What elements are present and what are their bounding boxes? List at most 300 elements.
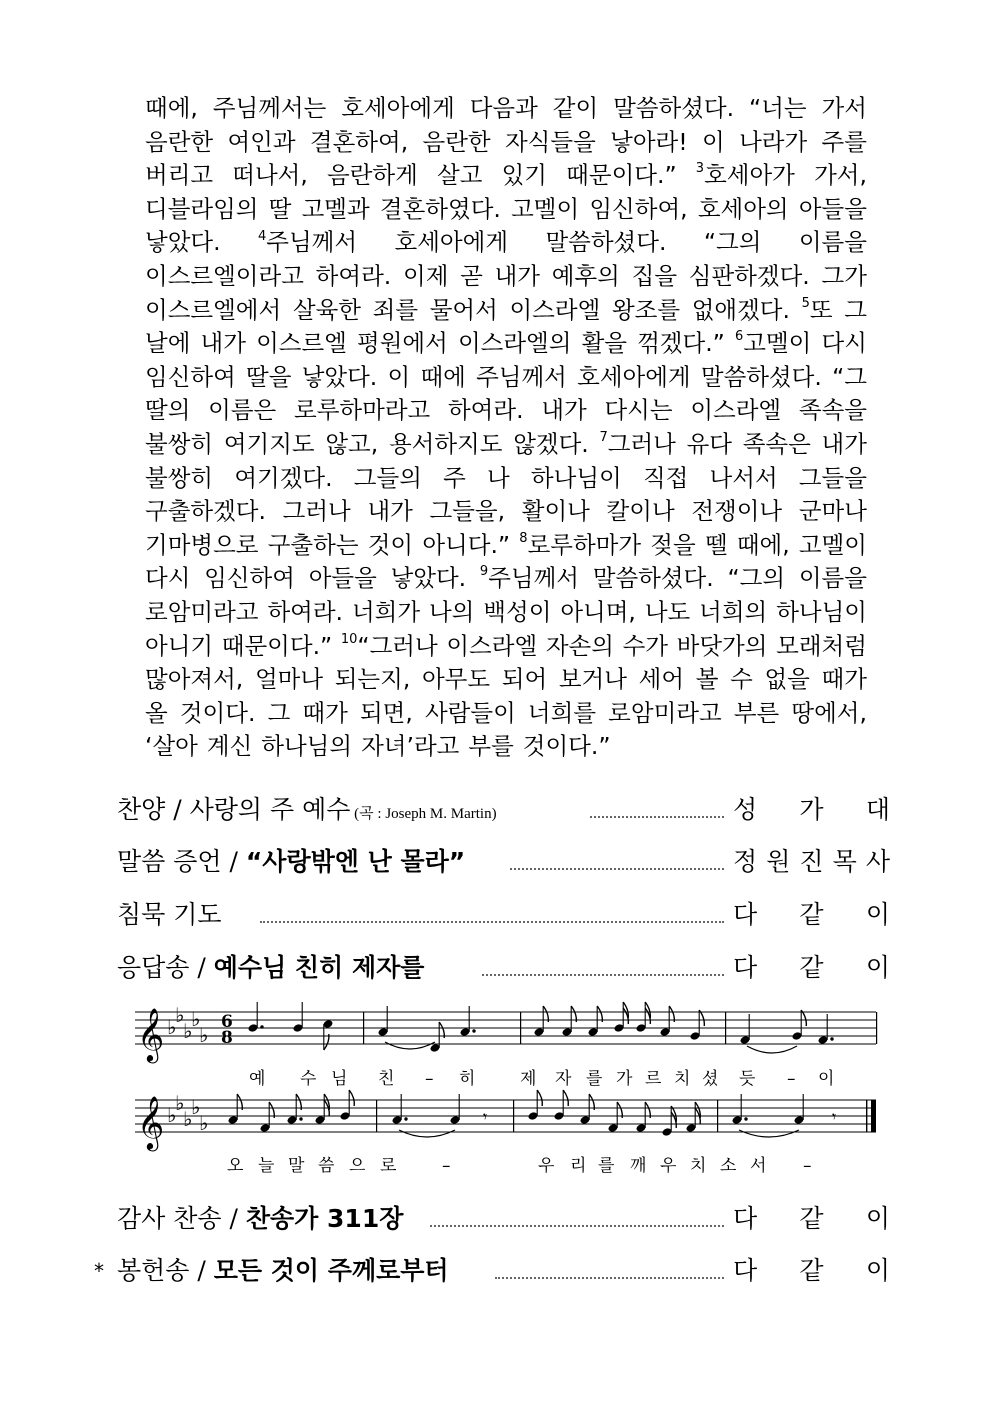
bar-line	[717, 1100, 718, 1132]
order-label	[117, 1249, 449, 1293]
scripture-word: 때에,	[736, 530, 790, 559]
lyric-syllable: 자	[555, 1069, 572, 1089]
scripture-word: $^6$고멜이	[734, 329, 812, 358]
scripture-line	[145, 697, 867, 731]
scripture-word: 것이	[367, 530, 414, 559]
leader-char: 진	[799, 847, 824, 876]
scripture-word: 내가	[200, 329, 246, 358]
leader-char: 다	[733, 1256, 758, 1285]
scripture-word: 이름은	[208, 396, 277, 425]
order-category: 말씀 증언 /	[117, 847, 246, 876]
scripture-line	[145, 126, 867, 160]
scripture-word: 음란하게	[327, 161, 418, 190]
scripture-word: 말씀하셨다.	[592, 564, 714, 593]
scripture-word: 이스라엘	[509, 295, 601, 324]
scripture-word: 때문이다.”	[221, 631, 333, 660]
scripture-word: 아니기	[145, 631, 214, 660]
bar-line	[866, 1100, 867, 1132]
scripture-word: 족속을	[798, 396, 867, 425]
scripture-word: 이스르엘에서	[145, 295, 282, 324]
scripture-word: 내가	[821, 429, 867, 458]
scripture-word: 되는지,	[334, 665, 411, 694]
scripture-word: 자식들을	[504, 127, 596, 156]
scripture-word: 자손의	[545, 631, 614, 660]
bar-line	[725, 1012, 726, 1044]
scripture-word: 사람들이	[424, 698, 516, 727]
lyric-syllable: –	[787, 1069, 796, 1089]
scripture-word: 주	[443, 463, 466, 492]
scripture-line	[145, 226, 867, 260]
scripture-line	[145, 361, 867, 395]
scripture-word: 세어	[638, 665, 685, 694]
scripture-word: 아들을	[308, 564, 377, 593]
flat-sign: ♭	[199, 1023, 209, 1047]
order-title: 사랑의 주 예수	[189, 795, 351, 824]
scripture-word: 않고,	[325, 429, 379, 458]
order-leader	[733, 946, 890, 990]
scripture-word: 로암미라고	[608, 698, 722, 727]
verse-number: 10	[340, 631, 358, 647]
scripture-word: 많아져서,	[145, 665, 244, 694]
scripture-word: 구출하겠다.	[145, 497, 266, 526]
scripture-word: 기마병으로	[145, 530, 259, 559]
lyric-syllable: 서	[750, 1156, 767, 1176]
scripture-word: 이스르엘	[256, 329, 347, 358]
scripture-word: 칼이나	[606, 497, 675, 526]
order-leader	[733, 1249, 890, 1293]
scripture-word: 이름을	[798, 228, 867, 257]
scripture-word: 가서	[821, 94, 867, 122]
leader-char: 같	[799, 900, 824, 929]
tie	[399, 1130, 455, 1137]
scripture-word: 이스라엘	[690, 396, 782, 425]
note-dot	[299, 1117, 302, 1120]
lyric-syllable: 를	[586, 1069, 603, 1089]
scripture-word: 때가	[302, 698, 348, 727]
note-dot	[830, 1037, 833, 1040]
lyric-syllable: 제	[520, 1069, 537, 1089]
leader-dots	[495, 1257, 724, 1279]
lyric-syllable: 씀	[318, 1156, 335, 1176]
scripture-word: 되면,	[359, 698, 413, 727]
scripture-word: 임신하여	[204, 564, 295, 593]
scripture-word: $^3$호세아가	[695, 161, 795, 190]
scripture-word: 다시	[821, 329, 867, 358]
bar-line	[513, 1100, 514, 1132]
lyric-syllable: 친	[378, 1069, 395, 1089]
scripture-word: 때에,	[145, 94, 198, 122]
order-leader	[733, 788, 890, 832]
lyric-syllable: 우	[660, 1156, 677, 1176]
lyric-syllable: 로	[380, 1156, 397, 1176]
scripture-word: 너희의	[699, 597, 768, 626]
scripture-word: 아들을	[798, 194, 867, 223]
scripture-word: 부른	[733, 698, 780, 727]
order-label	[117, 788, 497, 832]
scripture-word: 하나님이	[776, 597, 867, 626]
scripture-word: 다시	[145, 564, 191, 593]
scripture-word: 내가	[367, 497, 413, 526]
scripture-word: 않겠다.	[513, 429, 589, 458]
scripture-word: 너희를	[527, 698, 597, 727]
tie	[739, 1130, 799, 1137]
scripture-word: 나도	[644, 597, 691, 626]
scripture-word: 낳았다.	[145, 228, 221, 257]
lyric-syllable: 예	[249, 1069, 266, 1089]
scripture-word: 활을	[581, 329, 627, 358]
verse-number: 6	[734, 329, 744, 345]
leader-char: 같	[799, 1256, 824, 1285]
scripture-word: 때에	[420, 362, 466, 391]
scripture-word: 이	[387, 362, 411, 391]
leader-char: 정	[733, 847, 758, 876]
scripture-word: 너희가	[351, 597, 421, 626]
bar-line	[876, 1012, 877, 1044]
scripture-word: 없을	[764, 665, 810, 694]
scripture-word: 디블라임의	[145, 194, 259, 223]
scripture-word: 보거나	[558, 665, 627, 694]
scripture-word: 하나님의	[261, 732, 353, 761]
bar-line	[376, 1100, 377, 1132]
scripture-word: 모래처럼	[776, 631, 867, 660]
leader-char: 가	[799, 795, 824, 824]
note-flag	[563, 1090, 568, 1106]
lyric-syllable: 말	[288, 1156, 305, 1176]
scripture-word: 다음과	[469, 94, 538, 122]
scripture-word: 얼마나	[254, 665, 324, 694]
scripture-word: 호세아에게	[577, 362, 691, 391]
leader-char: 원	[766, 847, 791, 876]
scripture-word: 임신하여,	[589, 194, 688, 223]
leader-char: 이	[865, 1256, 890, 1285]
note-dot	[260, 1025, 263, 1028]
scripture-word: 평원에서	[357, 329, 448, 358]
order-label	[117, 1197, 403, 1241]
scripture-word: 계신	[206, 732, 253, 761]
standing-mark: *	[94, 1259, 104, 1283]
scripture-word: 고멜이	[798, 530, 867, 559]
leader-dots	[510, 848, 724, 870]
flat-sign: ♭	[175, 1091, 185, 1115]
scripture-word: 그들을	[798, 463, 867, 492]
flat-sign: ♭	[191, 1007, 201, 1031]
leader-char: 같	[799, 953, 824, 982]
lyrics-line-2	[135, 1156, 880, 1176]
scripture-word: 살고	[437, 161, 483, 190]
scripture-word: 말씀하셨다.	[700, 362, 822, 391]
scripture-word: 하여라.	[315, 261, 392, 290]
scripture-word: 하나님이	[530, 463, 622, 492]
order-title: 예수님 친히 제자를	[213, 953, 425, 982]
verse-number: 8	[519, 530, 528, 546]
tie	[747, 1046, 797, 1053]
scripture-word: 아니며,	[560, 597, 636, 626]
scripture-word: 호세아에게	[394, 228, 509, 257]
leader-dots	[482, 954, 724, 976]
scripture-word: 활이나	[521, 497, 590, 526]
scripture-word: 고멜과	[301, 194, 370, 223]
scripture-word: 같이	[552, 94, 599, 122]
order-title: 찬송가 311장	[245, 1204, 404, 1233]
scripture-word: 것이다.	[179, 698, 256, 727]
scripture-word: $^7$그러나	[599, 429, 676, 458]
scripture-word: 이스라엘	[446, 631, 538, 660]
scripture-line	[145, 260, 867, 294]
scripture-word: 음란한	[145, 127, 214, 156]
scripture-word: 심판하겠다.	[688, 261, 810, 290]
scripture-word: 죄를	[372, 295, 419, 324]
scripture-line	[145, 730, 867, 764]
scripture-word: 군마나	[798, 497, 867, 526]
scripture-word: 이제	[403, 261, 449, 290]
lyric-syllable: 우	[538, 1156, 555, 1176]
scripture-word: “너는	[749, 94, 807, 122]
note-flag	[349, 1090, 354, 1106]
order-item-offertory	[0, 1249, 992, 1293]
scripture-word: 결혼하였다.	[379, 194, 501, 223]
scripture-line	[145, 159, 867, 193]
lyric-syllable: 오	[227, 1156, 244, 1176]
scripture-word: 자녀’라고	[361, 732, 460, 761]
scripture-word: 불쌍히	[145, 429, 214, 458]
verse-number: 4	[258, 228, 267, 244]
bar-line	[520, 1012, 521, 1044]
scripture-word: “그의	[703, 228, 762, 257]
order-leader	[733, 893, 890, 937]
scripture-word: 물어서	[429, 295, 498, 324]
lyric-syllable: 를	[598, 1156, 615, 1176]
scripture-word: 없애겠다.	[691, 295, 790, 324]
note-dot	[744, 1117, 747, 1120]
lyric-syllable: 소	[720, 1156, 737, 1176]
scripture-word: 때가	[821, 665, 867, 694]
scripture-word: 이스르엘이라고	[145, 261, 304, 290]
scripture-line	[145, 294, 867, 328]
composer-note: (곡 : Joseph M. Martin)	[350, 806, 497, 822]
scripture-word: 이름을	[798, 564, 867, 593]
scripture-word: 그가	[821, 261, 867, 290]
leader-char: 목	[832, 847, 857, 876]
scripture-word: 딸의	[145, 396, 191, 425]
scripture-word: 내가	[494, 261, 541, 290]
scripture-word: 전쟁이나	[691, 497, 783, 526]
scripture-word: 백성이	[483, 597, 552, 626]
scripture-word: 집을	[631, 261, 678, 290]
scripture-word: 호세아의	[697, 194, 789, 223]
leader-char: 이	[865, 900, 890, 929]
scripture-word: “그	[832, 362, 867, 391]
treble-clef-icon: 𝄞	[137, 1007, 165, 1061]
scripture-word: 호세아에게	[341, 94, 455, 122]
note-dot	[472, 1029, 475, 1032]
treble-clef-icon: 𝄞	[137, 1095, 165, 1149]
lyrics-line-1	[135, 1069, 880, 1089]
scripture-line	[145, 630, 867, 664]
scripture-line	[145, 193, 867, 227]
scripture-word: 여기겠다.	[234, 463, 333, 492]
response-hymn-score	[135, 1000, 880, 1190]
leader-char: 다	[733, 953, 758, 982]
scripture-word: 수	[730, 665, 753, 694]
order-category: 봉헌송 /	[117, 1256, 214, 1285]
note-flag	[537, 1090, 542, 1106]
final-bar-line	[871, 1100, 876, 1132]
lyric-syllable: 으	[349, 1156, 366, 1176]
scripture-passage	[145, 92, 867, 764]
scripture-line	[145, 92, 867, 126]
scripture-word: 나	[487, 463, 510, 492]
scripture-word: 임신하여	[145, 362, 236, 391]
scripture-word: 부를	[468, 732, 514, 761]
scripture-word: 여인과	[227, 127, 296, 156]
scripture-word: 딸	[268, 194, 292, 223]
tie	[385, 1042, 435, 1049]
scripture-word: $^4$주님께서	[258, 228, 358, 257]
flat-sign: ♭	[183, 1107, 193, 1131]
leader-char: 같	[799, 1204, 824, 1233]
leader-char: 대	[865, 795, 890, 824]
scripture-word: 내가	[541, 396, 587, 425]
flat-sign: ♭	[175, 1003, 185, 1027]
scripture-word: 예후의	[551, 261, 620, 290]
lyric-syllable: –	[803, 1156, 812, 1176]
scripture-word: 땅에서,	[791, 698, 867, 727]
scripture-word: 이스라엘의	[457, 329, 572, 358]
flat-sign: ♭	[191, 1095, 201, 1119]
time-signature-bottom: 8	[221, 1028, 233, 1048]
scripture-word: 주님께서는	[212, 94, 327, 122]
scripture-word: 가서,	[814, 161, 867, 190]
scripture-word: 왕조를	[611, 295, 681, 324]
order-item-silent-prayer	[0, 893, 992, 937]
flat-sign: ♭	[199, 1111, 209, 1135]
leader-char: 다	[733, 1204, 758, 1233]
eighth-rest: 𝄾	[483, 1107, 488, 1126]
verse-number: 7	[599, 430, 608, 446]
scripture-word: 젖을	[650, 530, 696, 559]
scripture-word: 로루하마라고	[294, 396, 431, 425]
scripture-word: 그들의	[353, 463, 422, 492]
leader-dots	[590, 796, 724, 818]
scripture-word: 다시는	[604, 396, 673, 425]
flat-sign: ♭	[167, 1103, 177, 1127]
scripture-word: 나라가	[739, 127, 808, 156]
scripture-word: 직접	[642, 463, 689, 492]
scripture-word: ‘살아	[145, 732, 198, 761]
order-category: 침묵 기도	[117, 900, 222, 929]
lyric-syllable: 늘	[258, 1156, 275, 1176]
scripture-word: $^8$로루하마가	[519, 530, 642, 559]
scripture-word: 볼	[695, 665, 719, 694]
lyric-syllable: –	[442, 1156, 451, 1176]
scripture-word: 살육한	[292, 295, 361, 324]
lyric-syllable: 깨	[630, 1156, 647, 1176]
scripture-word: 이	[702, 127, 725, 156]
scripture-word: “그의	[727, 564, 786, 593]
leader-char: 사	[865, 847, 890, 876]
leader-char: 성	[733, 795, 758, 824]
scripture-word: 딸을	[246, 362, 292, 391]
lyric-syllable: 히	[459, 1069, 476, 1089]
scripture-word: 결혼하여,	[309, 127, 409, 156]
scripture-line	[145, 562, 867, 596]
order-category: 감사 찬송 /	[117, 1204, 246, 1233]
time-signature-top: 6	[221, 1012, 233, 1032]
lyric-syllable: 님	[331, 1069, 348, 1089]
scripture-word: 아무도	[421, 665, 491, 694]
order-item-sermon	[0, 840, 992, 884]
scripture-word: 바닷가의	[676, 631, 768, 660]
scripture-word: 말씀하셨다.	[545, 228, 667, 257]
scripture-line	[145, 394, 867, 428]
scripture-word: 있기	[501, 161, 547, 190]
order-item-praise	[0, 788, 992, 832]
scripture-word: 불쌍히	[145, 463, 214, 492]
leader-char: 이	[865, 1204, 890, 1233]
leader-char: 다	[733, 900, 758, 929]
scripture-word: 그들을,	[429, 497, 506, 526]
order-category: 찬양 /	[117, 795, 190, 824]
verse-number: 3	[695, 161, 705, 177]
scripture-word: 하여라.	[447, 396, 524, 425]
lyric-syllable: 르	[645, 1069, 662, 1089]
scripture-word: 아니다.”	[422, 530, 511, 559]
lyric-syllable: 이	[818, 1069, 835, 1089]
scripture-line	[145, 462, 867, 496]
order-leader	[733, 1197, 890, 1241]
scripture-word: 음란한	[422, 127, 491, 156]
scripture-word: 것이다.”	[522, 732, 611, 761]
order-item-response-hymn	[0, 946, 992, 990]
scripture-word: 구출하는	[267, 530, 359, 559]
lyric-syllable: 치	[674, 1069, 691, 1089]
scripture-word: 여기지도	[223, 429, 315, 458]
scripture-word: $^{10}$“그러나	[340, 631, 438, 660]
scripture-word: 되어	[501, 665, 548, 694]
scripture-word: 주님께서	[476, 362, 567, 391]
scripture-word: 때문이다.”	[566, 161, 677, 190]
scripture-line	[145, 529, 867, 563]
lyric-syllable: 셨	[702, 1069, 719, 1089]
scripture-word: 용서하지도	[388, 429, 503, 458]
lyric-syllable: 듯	[739, 1069, 756, 1089]
order-label	[117, 946, 424, 990]
scripture-word: 그	[844, 295, 867, 324]
order-title: “사랑밖엔 난 몰라”	[245, 847, 466, 876]
note-dot	[404, 1117, 407, 1120]
flat-sign: ♭	[183, 1019, 193, 1043]
scripture-word: 낳았다.	[301, 362, 378, 391]
scripture-word: 버리고	[145, 161, 214, 190]
scripture-word: 그	[267, 698, 291, 727]
eighth-rest: 𝄾	[832, 1107, 837, 1126]
scripture-word: 뗄	[704, 530, 728, 559]
scripture-word: 말씀하셨다.	[613, 94, 735, 122]
scripture-word: 나의	[428, 597, 475, 626]
scripture-word: 올	[145, 698, 168, 727]
scripture-word: 족속은	[742, 429, 811, 458]
order-label	[117, 893, 222, 937]
scripture-line	[145, 327, 867, 361]
lyric-syllable: 치	[690, 1156, 707, 1176]
scripture-word: 주를	[821, 127, 867, 156]
scripture-line	[145, 428, 867, 462]
lyric-syllable: 가	[616, 1069, 633, 1089]
order-title: 모든 것이 주께로부터	[213, 1256, 449, 1285]
lyric-syllable: 리	[570, 1156, 587, 1176]
lyric-syllable: 수	[300, 1069, 317, 1089]
scripture-word: 나서서	[709, 463, 778, 492]
